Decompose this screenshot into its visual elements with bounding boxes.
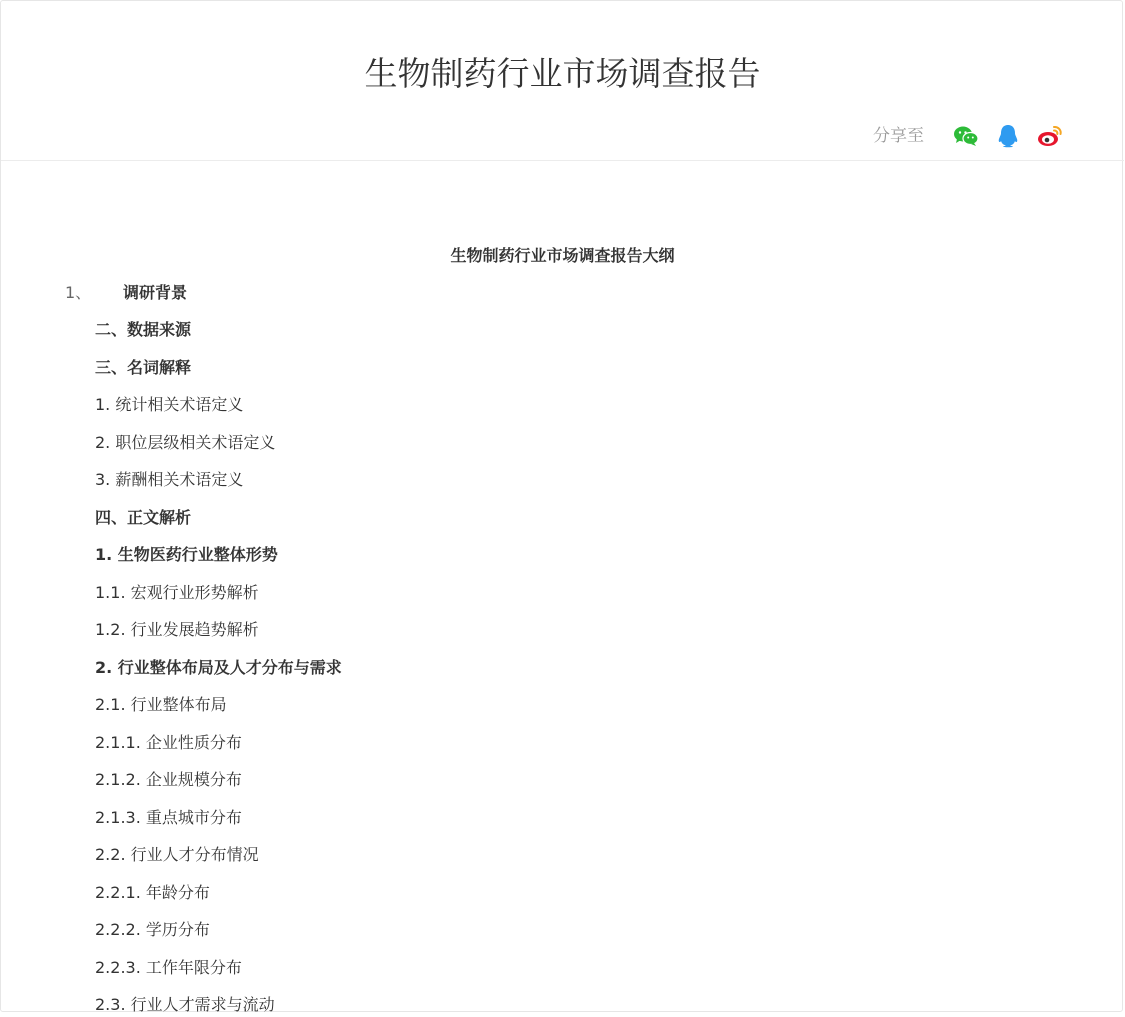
share-label: 分享至	[873, 126, 924, 146]
weibo-icon[interactable]	[1036, 122, 1064, 150]
outline-item: 2.2.2. 学历分布	[95, 920, 210, 939]
outline-item: 2.2. 行业人才分布情况	[95, 845, 259, 864]
outline-item: 四、正文解析	[95, 507, 192, 527]
outline-item: 2.2.3. 工作年限分布	[95, 957, 242, 977]
outline-item: 1. 生物医药行业整体形势	[95, 545, 278, 564]
outline-item: 1.2. 行业发展趋势解析	[95, 620, 259, 639]
outline-title: 生物制药行业市场调查报告大纲	[450, 246, 675, 265]
first-item-number: 1、	[65, 283, 92, 302]
outline-item: 2.1. 行业整体布局	[95, 695, 227, 714]
outline-item: 1. 统计相关术语定义	[95, 395, 244, 414]
outline-item: 三、名词解释	[95, 357, 192, 377]
first-item-text: 调研背景	[123, 283, 188, 302]
wechat-icon[interactable]	[952, 122, 980, 150]
outline-item: 2.1.2. 企业规模分布	[95, 770, 242, 789]
outline-item: 2. 行业整体布局及人才分布与需求	[95, 657, 342, 677]
outline-item: 1.1. 宏观行业形势解析	[95, 582, 259, 602]
outline-item: 2.3. 行业人才需求与流动	[95, 995, 275, 1014]
outline-item: 2.1.3. 重点城市分布	[95, 807, 242, 827]
outline-item: 2.2.1. 年龄分布	[95, 882, 210, 902]
outline-item: 2. 职位层级相关术语定义	[95, 432, 276, 452]
outline-item: 3. 薪酬相关术语定义	[95, 470, 244, 489]
article-header	[1, 1, 1124, 161]
page-title: 生物制药行业市场调查报告	[364, 54, 761, 93]
outline-item: 二、数据来源	[95, 320, 192, 339]
share-bar	[873, 121, 1064, 151]
qq-icon[interactable]	[994, 122, 1022, 150]
outline-item: 2.1.1. 企业性质分布	[95, 732, 242, 752]
